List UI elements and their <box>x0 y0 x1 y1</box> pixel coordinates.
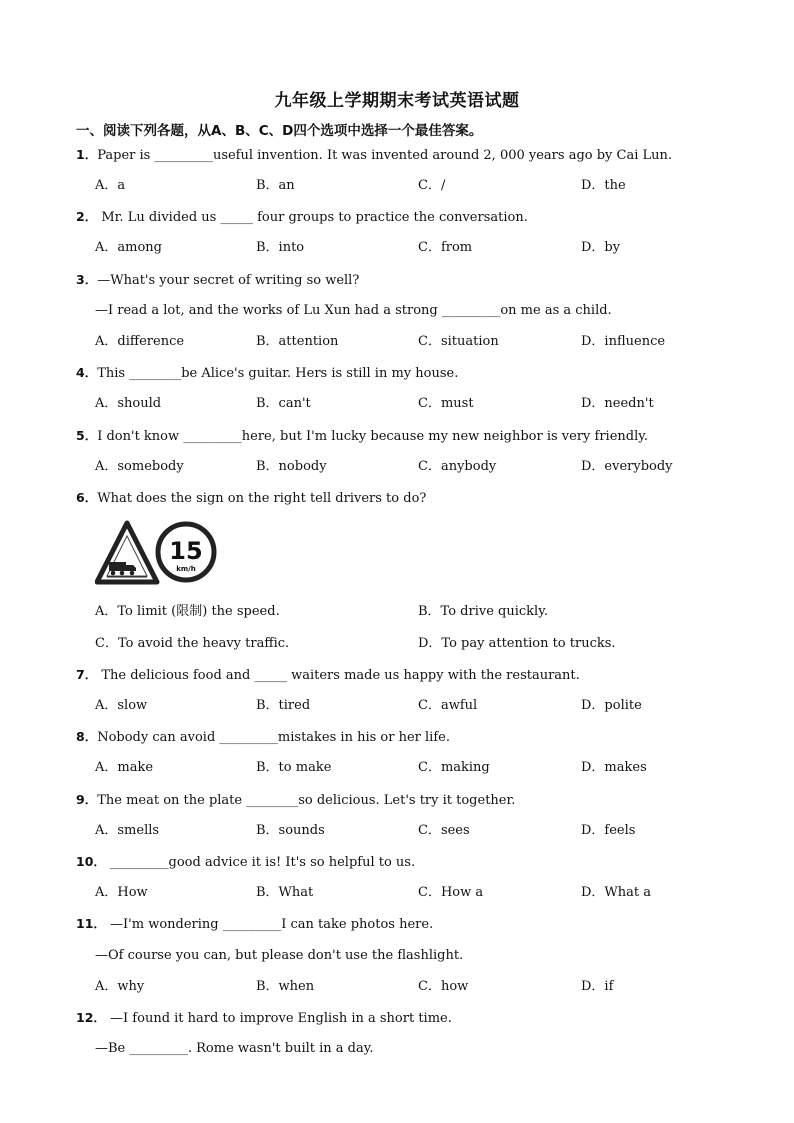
question-6 <box>76 489 426 508</box>
option-b: B．sounds <box>256 823 325 838</box>
option-a: A．To limit (限制) the speed. <box>95 604 280 619</box>
question-text: What does the sign on the right tell drivers to do? <box>97 491 427 506</box>
question-text: Mr. Lu divided us _____ four groups to practice the conversation. <box>97 210 528 225</box>
speed-limit-value: 15 <box>169 537 203 565</box>
question-text: —I found it hard to improve English in a short time. <box>105 1011 452 1026</box>
truck-warning-sign-icon <box>97 523 157 582</box>
option-b: B．attention <box>256 334 339 349</box>
question-number: 11． <box>76 916 106 931</box>
option-c: C．/ <box>418 178 446 193</box>
option-b: B．can't <box>256 396 311 411</box>
option-d: D．by <box>581 240 621 255</box>
option-d: D．To pay attention to trucks. <box>418 636 616 651</box>
option-c: C．anybody <box>418 459 497 474</box>
option-c: C．making <box>418 760 490 775</box>
option-c: C．must <box>418 396 474 411</box>
option-c: C．situation <box>418 334 499 349</box>
question-12 <box>76 1009 452 1028</box>
question-text: —I'm wondering _________I can take photos here. <box>105 917 434 932</box>
option-c: C．from <box>418 240 473 255</box>
question-number: 4． <box>76 365 98 380</box>
option-d: D．the <box>581 178 626 193</box>
option-d: D．polite <box>581 698 642 713</box>
page-title: 九年级上学期期末考试英语试题 <box>274 91 520 111</box>
question-number: 5． <box>76 428 98 443</box>
option-b: B．into <box>256 240 305 255</box>
option-b: B．What <box>256 885 314 900</box>
question-8 <box>76 728 450 747</box>
question-text: Paper is _________useful invention. It was invented around 2, 000 years ago by Cai Lun. <box>97 148 673 163</box>
question-number: 7． <box>76 667 98 682</box>
question-11 <box>76 915 433 934</box>
option-b: B．to make <box>256 760 332 775</box>
question-number: 2． <box>76 209 98 224</box>
option-d: D．needn't <box>581 396 654 411</box>
option-a: A．a <box>95 178 126 193</box>
question-7 <box>76 666 580 685</box>
option-b: B．tired <box>256 698 311 713</box>
option-d: D．everybody <box>581 459 673 474</box>
option-c: C．how <box>418 979 469 994</box>
question-number: 1． <box>76 147 98 162</box>
option-d: D．if <box>581 979 614 994</box>
question-9 <box>76 791 515 810</box>
option-b: B．when <box>256 979 315 994</box>
option-c: C．To avoid the heavy traffic. <box>95 636 290 651</box>
option-d: D．makes <box>581 760 647 775</box>
option-c: C．awful <box>418 698 478 713</box>
question-text: _________good advice it is! It's so helpful to us. <box>105 855 416 870</box>
question-3 <box>76 271 359 290</box>
option-a: A．somebody <box>95 459 184 474</box>
question-1 <box>76 146 672 165</box>
question-number: 12． <box>76 1010 106 1025</box>
option-b: B．nobody <box>256 459 327 474</box>
option-d: D．What a <box>581 885 652 900</box>
question-number: 3． <box>76 272 98 287</box>
question-text: Nobody can avoid _________mistakes in his or her life. <box>97 730 450 745</box>
question-text: This ________be Alice's guitar. Hers is still in my house. <box>97 366 459 381</box>
option-c: C．sees <box>418 823 470 838</box>
question-4 <box>76 364 458 383</box>
question-number: 8． <box>76 729 98 744</box>
speed-limit-sign-icon <box>158 524 214 580</box>
section-heading: 一、阅读下列各题，从A、B、C、D四个选项中选择一个最佳答案。 <box>76 123 483 139</box>
question-5 <box>76 427 648 446</box>
option-d: D．influence <box>581 334 666 349</box>
option-d: D．feels <box>581 823 636 838</box>
question-2 <box>76 208 528 227</box>
question-number: 6． <box>76 490 98 505</box>
question-text: I don't know _________here, but I'm lucky because my new neighbor is very friendly. <box>97 429 649 444</box>
option-a: A．among <box>95 240 162 255</box>
option-b: B．To drive quickly. <box>418 604 548 619</box>
question-text: The delicious food and _____ waiters made us happy with the restaurant. <box>97 668 580 683</box>
option-a: A．smells <box>95 823 160 838</box>
option-a: A．make <box>95 760 154 775</box>
option-a: A．slow <box>95 698 148 713</box>
question-text-line-2: —I read a lot, and the works of Lu Xun had a strong _________on me as a child. <box>95 303 612 318</box>
option-c: C．How a <box>418 885 484 900</box>
question-text-line-2: —Be _________. Rome wasn't built in a day. <box>95 1041 374 1056</box>
question-text: The meat on the plate ________so delicious. Let's try it together. <box>97 793 516 808</box>
traffic-signs-image <box>95 520 220 585</box>
question-text: —What's your secret of writing so well? <box>97 273 360 288</box>
option-a: A．difference <box>95 334 185 349</box>
option-a: A．why <box>95 979 145 994</box>
option-a: A．How <box>95 885 148 900</box>
question-text-line-2: —Of course you can, but please don't use the flashlight. <box>95 948 464 963</box>
question-10 <box>76 853 415 872</box>
question-number: 10． <box>76 854 106 869</box>
option-a: A．should <box>95 396 162 411</box>
question-number: 9． <box>76 792 98 807</box>
speed-limit-unit: km/h <box>176 565 196 573</box>
option-b: B．an <box>256 178 295 193</box>
